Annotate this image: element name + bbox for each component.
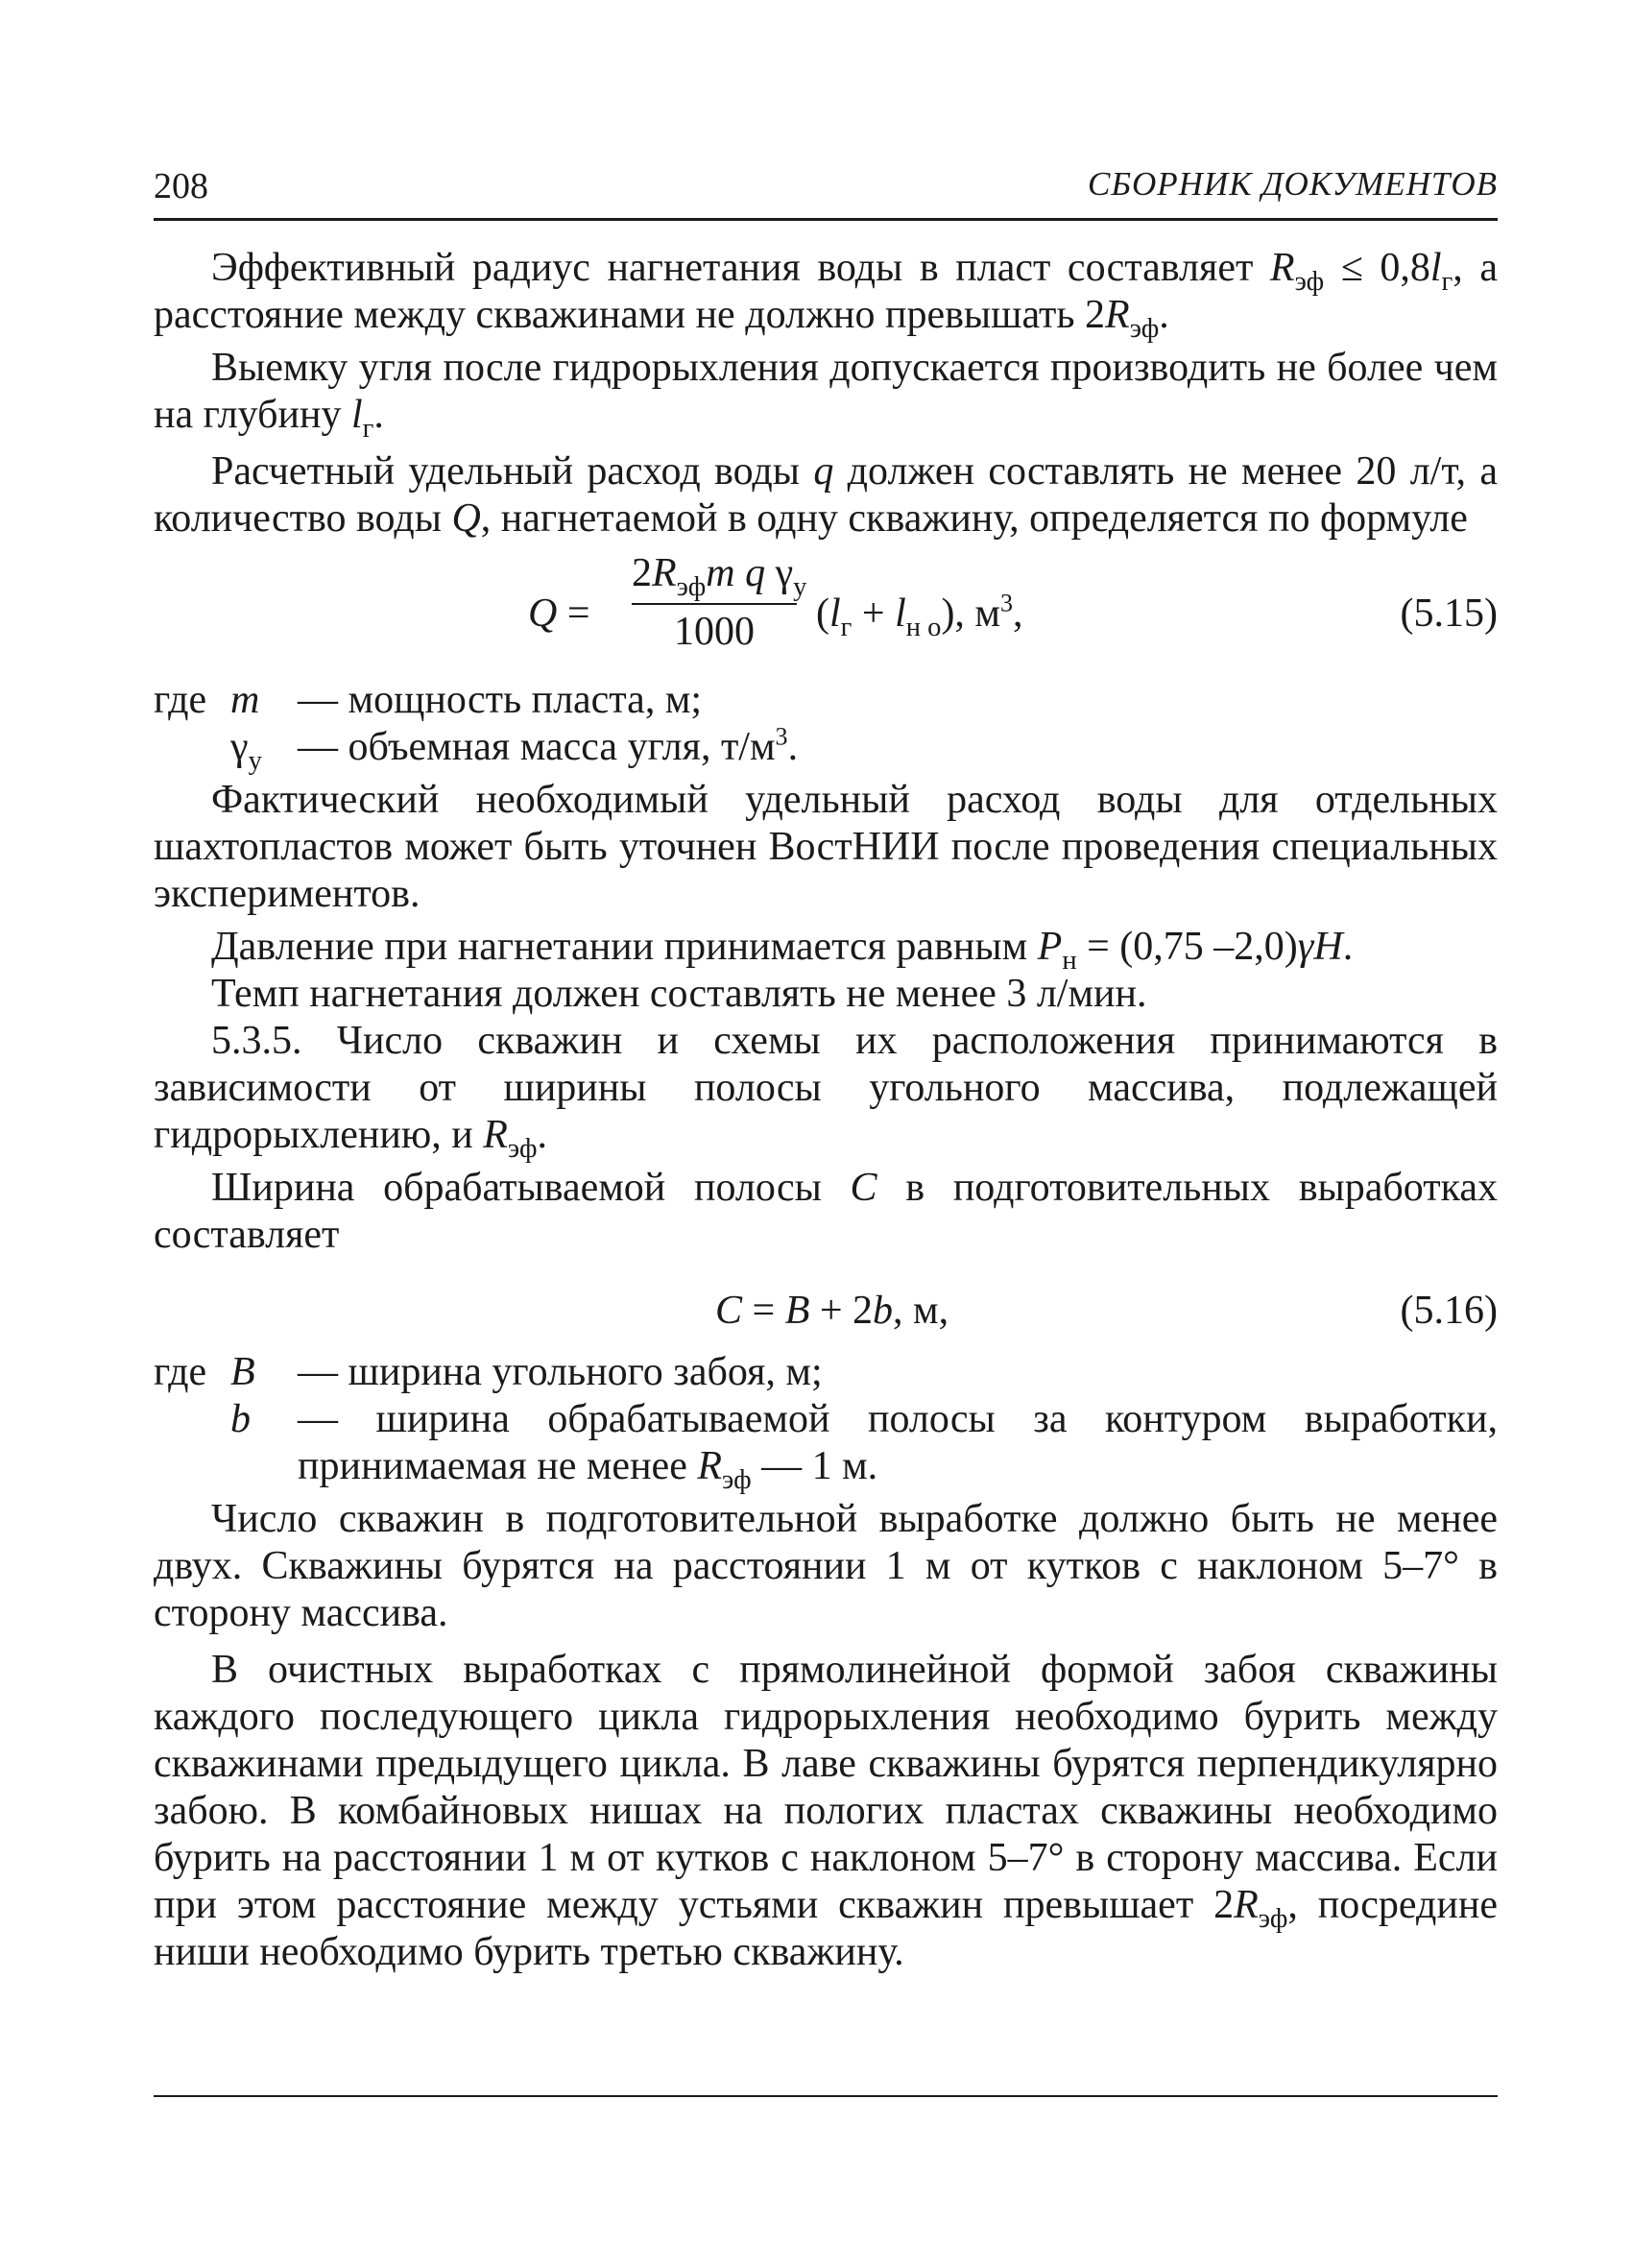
fraction-denominator: 1000 — [674, 610, 755, 654]
definition-gamma: $\gamma_у$ — объемная масса угля, $т/м^3$. — [230, 722, 799, 776]
formula-5-16 — [154, 1276, 1498, 1345]
paragraph-water-flow: Расчетный удельный расход воды q должен составлять не менее 20 л/т, а количество воды Q, нагнетаемой в одну скважину, определяется по формуле — [154, 449, 1499, 541]
paragraph-stope-wells: В очистных выработках с прямолинейной формой забоя скважины каждого последующего цикла гидрорыхления необходимо бурить между скважинами предыдущего цикла. В лаве скважины бурятся перпендикулярно забою. В комбайновых нишах на пологих пластах скважины необходимо бурить на расстоянии 1 м от кутков с наклоном 5–7° в сторону массива. Если при этом расстояние между устьями скважин превышает $2R_{эф}$, посредине ниши необходимо бурить третью скважину. — [154, 1648, 1498, 1974]
fraction-bar — [632, 603, 797, 605]
where-list-5-16 — [154, 1349, 1498, 1495]
paragraph-coal-extraction: Выемку угля после гидрорыхления допускается производить не более чем на глубину $l_г$. — [154, 346, 1498, 444]
paragraph-pressure: Давление при нагнетании принимается равным $P_н = (0,75$ –2,0)γH. — [211, 925, 1354, 976]
formula-5-15 — [154, 550, 1498, 673]
paragraph-injection-rate: Темп нагнетания должен составлять не менее 3 л/мин. — [211, 972, 1147, 1016]
page-number: 208 — [154, 166, 208, 206]
definition-b: b — ширина обрабатываемой полосы за контуром выработки, принимаемая не менее $R_{эф}$ — 1 м. — [230, 1397, 1498, 1495]
paragraph-5-3-5: 5.3.5. Число скважин и схемы их расположения принимаются в зависимости от ширины полосы угольного массива, подлежащей гидрорыхлению, и $R_{эф}$. — [154, 1019, 1498, 1164]
paragraph-effective-radius: Эффективный радиус нагнетания воды в пласт составляет $R_{эф} \le 0,8l_г$, а расстояние между скважинами не должно превышать $2R_{эф}$. — [154, 246, 1498, 344]
fraction-numerator: $2R_{эф}m$ q $\gamma_у$ — [632, 551, 807, 602]
where-list-5-15 — [154, 677, 1498, 776]
formula-fraction — [632, 550, 807, 656]
footer-rule — [154, 2095, 1498, 2097]
definition-m: где m — мощность пласта, м; — [154, 678, 703, 722]
equation-number-5-15: (5.15) — [1400, 591, 1498, 636]
page-body — [154, 245, 1498, 1976]
page-header — [154, 165, 1498, 219]
equation-number-5-16: (5.16) — [1400, 1289, 1498, 1333]
paragraph-well-count: Число скважин в подготовительной выработке должно быть не менее двух. Скважины бурятся на расстоянии 1 м от кутков с наклоном 5–7° в сторону массива. — [154, 1497, 1498, 1635]
running-title: СБОРНИК ДОКУМЕНТОВ — [1088, 165, 1498, 203]
formula-cb: C = B + 2b, м, — [715, 1289, 949, 1333]
formula-rhs: $(l_г + l_{н о})$, $м^3$, — [816, 589, 1023, 642]
formula-lhs: Q = — [528, 591, 590, 636]
paragraph-strip-width: Ширина обрабатываемой полосы C в подготовительных выработках составляет — [154, 1166, 1498, 1257]
definition-B: где B — ширина угольного забоя, м; — [154, 1350, 823, 1394]
header-rule — [154, 218, 1498, 221]
paragraph-actual-flow: Фактический необходимый удельный расход воды для отдельных шахтопластов может быть уточнен ВостНИИ после проведения специальных экспериментов. — [154, 778, 1498, 916]
